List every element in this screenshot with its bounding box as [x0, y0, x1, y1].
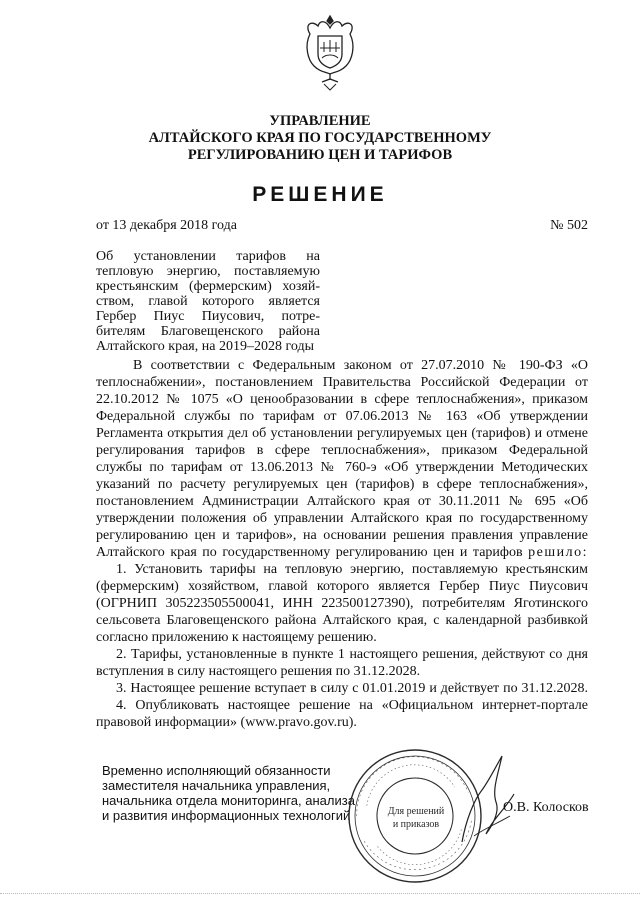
item-3-line: 3. Настоящее решение вступает в силу с 01.01.2019 и действует по 31.12.2028.: [116, 681, 588, 696]
subject-line: бителям Благовещенского района: [96, 324, 320, 339]
body-line: утверждении положения об управлении Алтайского края по государственному: [96, 511, 588, 526]
body-line: службы по тарифам от 13.06.2013 № 760-э «Об утверждении Методических: [96, 460, 588, 475]
item-1-line: 1. Установить тарифы на тепловую энергию, поставляемую крестьянским: [116, 562, 588, 577]
position-line: Временно исполняющий обязанности: [102, 763, 331, 778]
item-4-line: 4. Опубликовать настоящее решение на «Официальном интернет-портале: [116, 698, 588, 713]
signatory-name: О.В. Колосков: [503, 800, 589, 815]
org-line-2: АЛТАЙСКОГО КРАЯ ПО ГОСУДАРСТВЕННОМУ: [148, 130, 492, 146]
subject-line: Об установлении тарифов на: [96, 249, 320, 264]
item-2-line: вступления в силу настоящего решения по 31.12.2028.: [96, 664, 421, 679]
item-1-line: (ОГРНИП 305223505500041, ИНН 223500127390), потребителям Яготинского: [96, 596, 588, 611]
subject-line: крестьянским (фермерским) хозяй-: [96, 279, 320, 294]
document-subject: [96, 249, 320, 354]
coat-of-arms-icon: [300, 12, 360, 94]
body-line: регулированию цен и тарифов», на основании решения правления управление: [96, 528, 588, 543]
document-number: № 502: [550, 218, 588, 233]
document-date: от 13 декабря 2018 года: [96, 218, 237, 233]
subject-line: тепловую энергию, поставляемую: [96, 264, 320, 279]
position-line: заместителя начальника управления,: [102, 778, 331, 793]
page-bottom-rule: [0, 893, 640, 894]
document-type-title: РЕШЕНИЕ: [252, 183, 388, 206]
subject-line: Гербер Пиус Пиусович, потре-: [96, 309, 320, 324]
organization-name: [0, 113, 640, 164]
body-line: В соответствии с Федеральным законом от 27.07.2010 № 190-ФЗ «О: [133, 358, 588, 373]
body-line: Регламента открытия дел об установлении регулируемых цен (тарифов) и отмене: [96, 426, 588, 441]
document-body: [96, 357, 588, 731]
org-line-3: РЕГУЛИРОВАНИЮ ЦЕН И ТАРИФОВ: [187, 147, 453, 163]
seal-center-line-2: и приказов: [392, 819, 440, 830]
decided-word: решило:: [528, 545, 588, 560]
body-line-text: Алтайского края по государственному регулированию цен и тарифов: [96, 545, 523, 560]
body-line: [96, 544, 588, 561]
body-line: теплоснабжении», постановлением Правительства Российской Федерации от: [96, 375, 588, 390]
position-line: начальника отдела мониторинга, анализа: [102, 793, 355, 808]
body-line: постановлением Администрации Алтайского края от 30.11.2011 № 695 «Об: [96, 494, 588, 509]
org-line-1: УПРАВЛЕНИЕ: [269, 113, 371, 129]
seal-center-line-1: Для решений: [387, 806, 445, 817]
subject-line: Алтайского края, на 2019–2028 годы: [96, 339, 314, 354]
item-1-line: (фермерским) хозяйством, главой которого является Гербер Пиус Пиусович: [96, 579, 588, 594]
subject-line: ством, главой которого является: [96, 294, 320, 309]
body-line: Федеральной службы по тарифам от 07.06.2013 № 163 «Об утверждении: [96, 409, 588, 424]
body-line: 22.10.2012 № 1075 «О ценообразовании в сфере теплоснабжения», приказом: [96, 392, 588, 407]
body-line: указаний по расчету регулируемых цен (тарифов) в сфере теплоснабжения»,: [96, 477, 588, 492]
signatory-position: [102, 763, 355, 823]
item-1-line: сельсовета Благовещенского района Алтайского края, с календарной разбивкой: [96, 613, 588, 628]
item-1-line: согласно приложению к настоящему решению.: [96, 630, 377, 645]
item-2-line: 2. Тарифы, установленные в пункте 1 настоящего решения, действуют со дня: [116, 647, 588, 662]
item-4-line: правовой информации» (www.pravo.gov.ru).: [96, 715, 357, 730]
position-line: и развития информационных технологий: [102, 808, 351, 823]
body-line: регулирования тарифов в сфере теплоснабжения», приказом Федеральной: [96, 443, 588, 458]
